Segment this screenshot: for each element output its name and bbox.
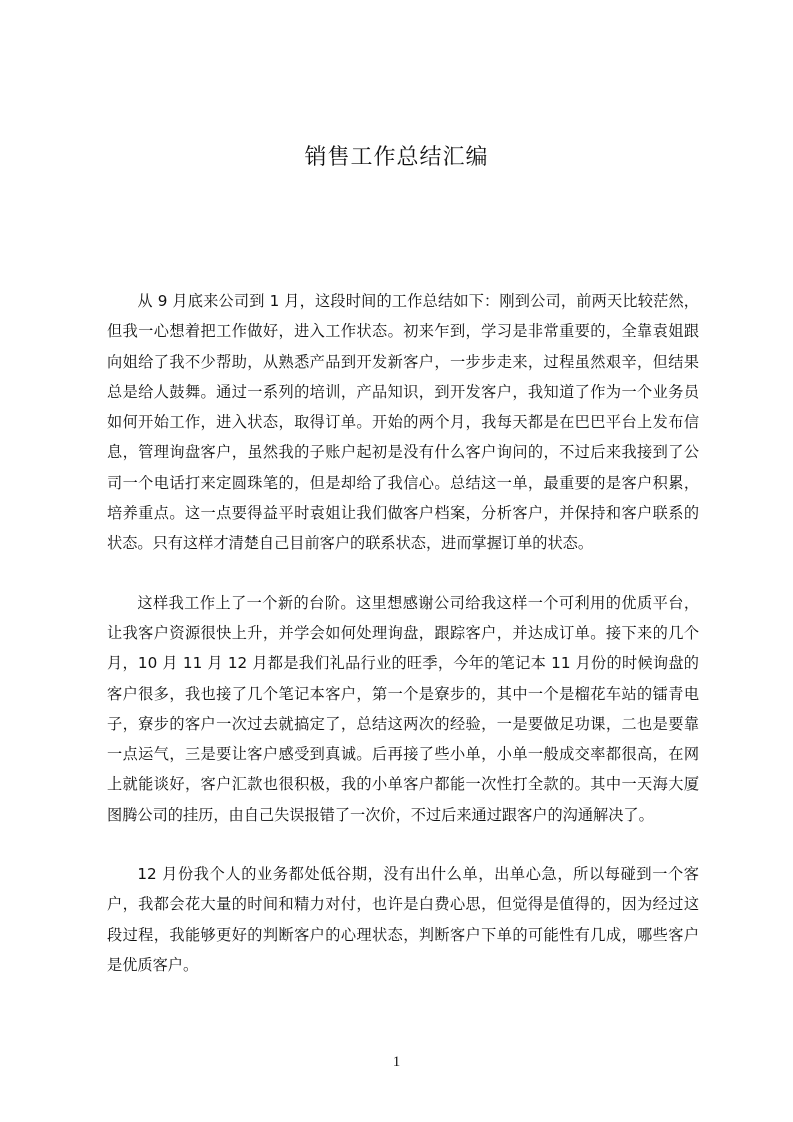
document-title: 销售工作总结汇编 (304, 145, 489, 170)
paragraph-3: 12 月份我个人的业务都处低谷期，没有出什么单，出单心急，所以每碰到一个客户，我都会花大量的时间和精力对付，也许是白费心思，但觉得是值得的，因为经过这段过程，我能够更好的判断客户的心理状态，判断客户下单的可能性有几成，哪些客户是优质客户。 (107, 865, 699, 974)
paragraph-2: 这样我工作上了一个新的台阶。这里想感谢公司给我这样一个可利用的优质平台，让我客户资源很快上升，并学会如何处理询盘，跟踪客户，并达成订单。接下来的几个月，10 月 11 月 12 月都是我们礼品行业的旺季，今年的笔记本 11 月份的时候询盘的客户很多，我也接了几个笔记本客户，第一个是寮步的，其中一个是榴花车站的镭青电子，寮步的客户一次过去就搞定了，总结这两次的经验，一是要做足功课，二也是要靠一点运气，三是要让客户感受到真诚。后再接了些小单，小单一般成交率都很高，在网上就能谈好，客户汇款也很积极，我的小单客户都能一次性打全款的。其中一天海大厦图腾公司的挂历，由自己失误报错了一次价，不过后来通过跟客户的沟通解决了。 (107, 593, 699, 824)
paragraph-1: 从 9 月底来公司到 1 月，这段时间的工作总结如下：刚到公司，前两天比较茫然，但我一心想着把工作做好，进入工作状态。初来乍到，学习是非常重要的，全靠袁姐跟向姐给了我不少帮助，从熟悉产品到开发新客户，一步步走来，过程虽然艰辛，但结果总是给人鼓舞。通过一系列的培训，产品知识，到开发客户，我知道了作为一个业务员如何开始工作，进入状态，取得订单。开始的两个月，我每天都是在巴巴平台上发布信息，管理询盘客户，虽然我的子账户起初是没有什么客户询问的，不过后来我接到了公司一个电话打来定圆珠笔的，但是却给了我信心。总结这一单，最重要的是客户积累，培养重点。这一点要得益平时袁姐让我们做客户档案，分析客户，并保持和客户联系的状态。只有这样才清楚自己目前客户的联系状态，进而掌握订单的状态。 (107, 292, 699, 553)
page-number: 1 (392, 1054, 401, 1070)
document-body (107, 286, 699, 1009)
